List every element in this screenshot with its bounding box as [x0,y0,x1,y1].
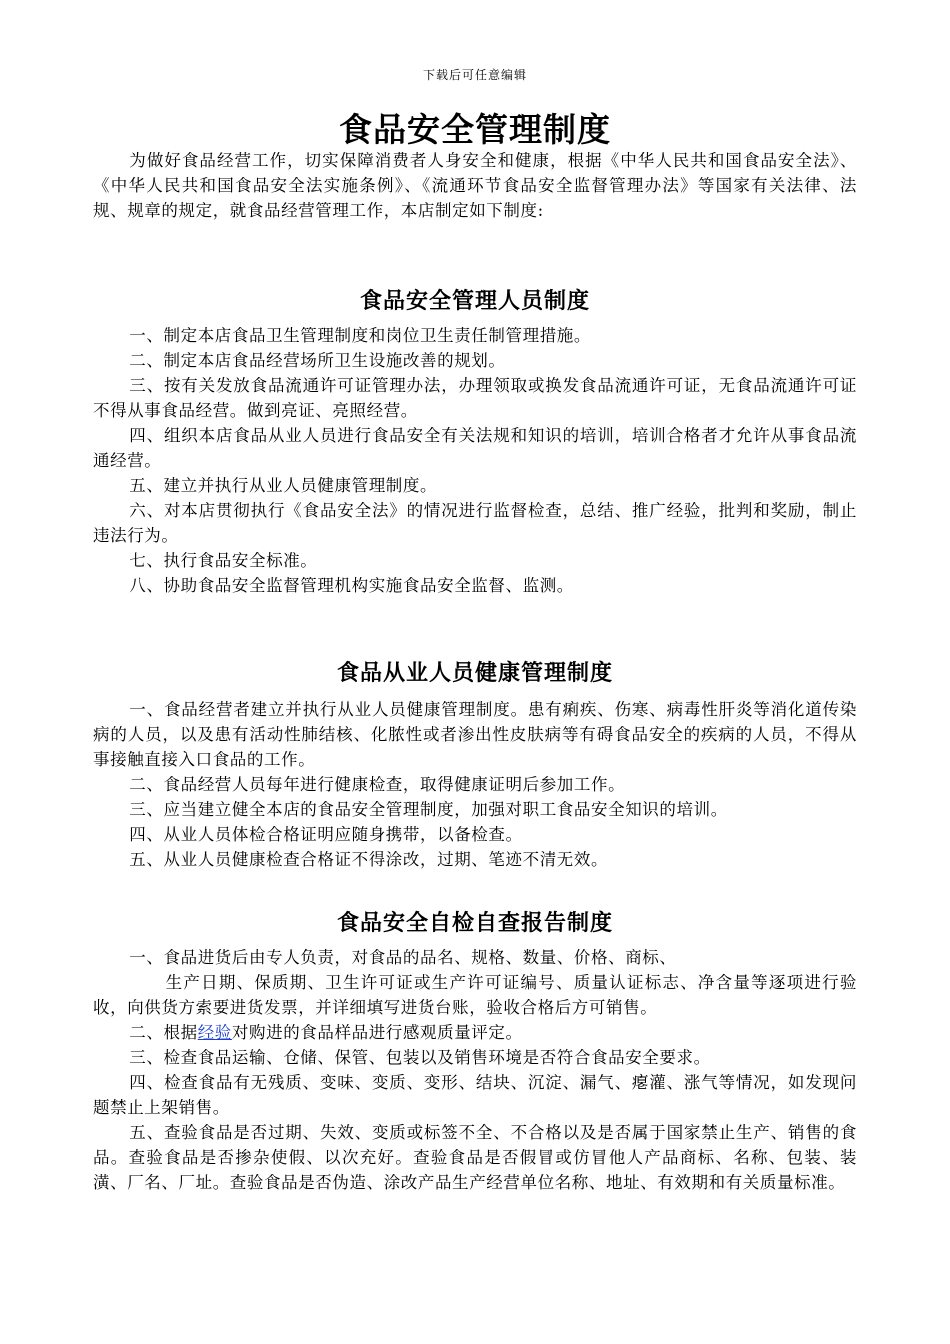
list-item: 五、建立并执行从业人员健康管理制度。 [129,476,438,495]
experience-link[interactable]: 经验 [197,1023,232,1042]
section-title-health-management: 食品从业人员健康管理制度 [336,660,613,686]
section-title-self-inspection: 食品安全自检自查报告制度 [336,910,613,936]
list-item [93,1020,857,1045]
list-item: 五、从业人员健康检查合格证不得涂改，过期、笔迹不清无效。 [129,850,609,869]
list-item: 四、从业人员体检合格证明应随身携带，以备检查。 [129,825,523,844]
list-item: 一、食品经营者建立并执行从业人员健康管理制度。患有痢疾、伤寒、病毒性肝炎等消化道传染病的人员，以及患有活动性肺结核、化脓性或者渗出性皮肤病等有碍食品安全的疾病的人员，不得从事接触直接入口食品的工作。 [93,700,857,769]
section-body-management-personnel [93,323,857,598]
list-item: 四、检查食品有无残质、变味、变质、变形、结块、沉淀、漏气、瘪灌、涨气等情况，如发现问题禁止上架销售。 [93,1073,857,1117]
list-item: 三、应当建立健全本店的食品安全管理制度，加强对职工食品安全知识的培训。 [129,800,728,819]
list-item: 一、食品进货后由专人负责，对食品的品名、规格、数量、价格、商标、 [129,948,677,967]
list-item: 二、食品经营人员每年进行健康检查，取得健康证明后参加工作。 [129,775,626,794]
list-item: 三、按有关发放食品流通许可证管理办法，办理领取或换发食品流通许可证，无食品流通许可证不得从事食品经营。做到亮证、亮照经营。 [93,376,857,420]
list-item: 二、制定本店食品经营场所卫生设施改善的规划。 [129,351,506,370]
intro-paragraph-block [93,148,857,223]
section-body-self-inspection [93,945,857,1195]
list-item: 六、对本店贯彻执行《食品安全法》的情况进行监督检查，总结、推广经验，批判和奖励，制止违法行为。 [93,501,857,545]
intro-paragraph: 为做好食品经营工作，切实保障消费者人身安全和健康，根据《中华人民共和国食品安全法》、《中华人民共和国食品安全法实施条例》、《流通环节食品安全监督管理办法》等国家有关法律、法规、规章的规定，就食品经营管理工作，本店制定如下制度: [93,151,857,220]
list-item: 一、制定本店食品卫生管理制度和岗位卫生责任制管理措施。 [129,326,591,345]
list-item-text: 对购进的食品样品进行感观质量评定。 [231,1023,523,1042]
list-item: 七、执行食品安全标准。 [129,551,318,570]
list-item: 三、检查食品运输、仓储、保管、包装以及销售环境是否符合食品安全要求。 [129,1048,711,1067]
list-item-continuation: 生产日期、保质期、卫生许可证或生产许可证编号、质量认证标志、净含量等逐项进行验收，向供货方索要进货发票，并详细填写进货台账，验收合格后方可销售。 [93,973,857,1017]
list-item: 八、协助食品安全监督管理机构实施食品安全监督、监测。 [129,576,574,595]
section-body-health-management [93,697,857,872]
page-title: 食品安全管理制度 [339,110,611,149]
list-item: 五、查验食品是否过期、失效、变质或标签不全、不合格以及是否属于国家禁止生产、销售的食品。查验食品是否掺杂使假、以次充好。查验食品是否假冒或仿冒他人产品商标、名称、包装、装潢、厂名、厂址。查验食品是否伪造、涂改产品生产经营单位名称、地址、有效期和有关质量标准。 [93,1123,857,1192]
header-note: 下载后可任意编辑 [422,68,527,82]
list-item-text: 二、根据 [129,1023,198,1042]
section-title-management-personnel: 食品安全管理人员制度 [359,288,590,314]
list-item: 四、组织本店食品从业人员进行食品安全有关法规和知识的培训，培训合格者才允许从事食品流通经营。 [93,426,857,470]
